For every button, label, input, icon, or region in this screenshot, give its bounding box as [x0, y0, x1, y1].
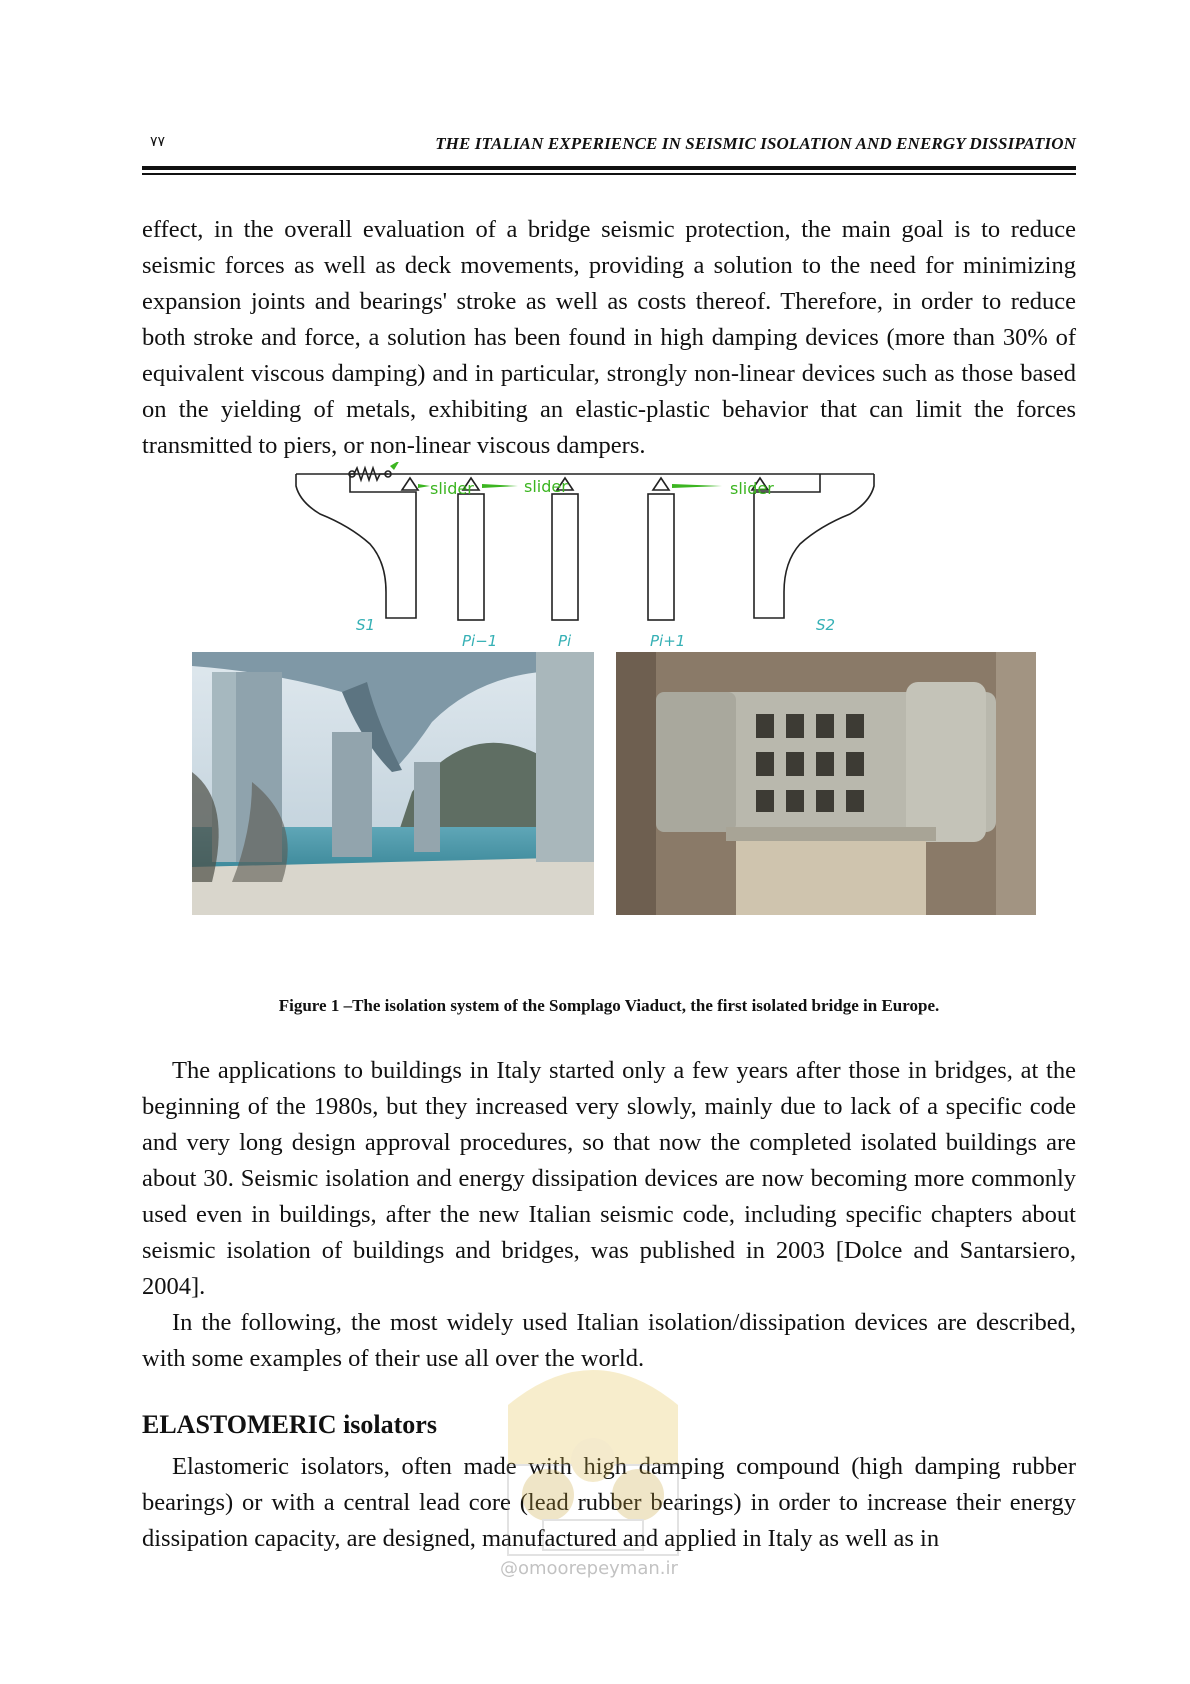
section-heading: ELASTOMERIC isolators [142, 1410, 437, 1439]
pier-pi-label: Pi [558, 632, 572, 650]
header-rule-thin [142, 173, 1076, 175]
watermark-text: @omoorepeyman.ir [500, 1558, 678, 1579]
bearing-pi-plus-1 [653, 478, 669, 490]
slider-label-1: slider [430, 479, 474, 498]
running-title: THE ITALIAN EXPERIENCE IN SEISMIC ISOLATION AND ENERGY DISSIPATION [435, 134, 1076, 153]
slider-arrow-2 [482, 484, 518, 488]
bearing-s1 [402, 478, 418, 490]
pier-pi [552, 494, 578, 620]
pier-pi-minus-1-label: Pi−1 [462, 632, 498, 650]
abutment-s2-label: S2 [816, 616, 836, 634]
pier-pi-plus-1-label: Pi+1 [650, 632, 686, 650]
bridge-isolation-diagram [290, 462, 930, 650]
abutment-s1-label: S1 [356, 616, 376, 634]
buffer-arrow [390, 462, 400, 470]
paragraph-following: In the following, the most widely used Italian isolation/dissipation devices are described, with some examples of their use all over the world. [142, 1309, 1076, 1372]
isolation-device-photo [616, 652, 1036, 915]
pier-pi-minus-1 [458, 494, 484, 620]
slider-arrow-1 [418, 484, 430, 488]
abutment-s1 [296, 474, 416, 618]
paragraph-buildings: The applications to buildings in Italy started only a few years after those in bridges, at the beginning of the 1980s, but they increased very slowly, mainly due to lack of a specific code and very long design approval procedures, so that now the completed isolated buildings are about 30. Seismic isolation and energy dissipation devices are now becoming more commonly used even in buildings, after the new Italian seismic code, including specific chapters about seismic isolation of buildings and bridges, was published in 2003 [Dolce and Santarsiero, 2004]. [142, 1057, 1076, 1300]
pier-pi-plus-1 [648, 494, 674, 620]
header-rule-thick [142, 166, 1076, 170]
paragraph-intro: effect, in the overall evaluation of a bridge seismic protection, the main goal is to reduce seismic forces as well as deck movements, providing a solution to the need for minimizing expansion joints and bearings' stroke as well as costs thereof. Therefore, in order to reduce both stroke and force, a solution has been found in high damping devices (more than 30% of equivalent viscous damping) and in particular, strongly non-linear devices such as those based on the yielding of metals, exhibiting an elastic-plastic behavior that can limit the forces transmitted to piers, or non-linear viscous dampers. [142, 216, 1076, 459]
page-header [142, 134, 1076, 156]
watermark-logo [488, 1345, 698, 1575]
figure-caption: Figure 1 –The isolation system of the Somplago Viaduct, the first isolated bridge in Europe. [278, 996, 940, 1015]
slider-label-3: slider [730, 479, 774, 498]
slider-label-2: slider [524, 477, 568, 496]
page-number: ۷۷ [150, 134, 166, 150]
slider-arrow-3 [672, 484, 722, 488]
viaduct-photo [192, 652, 594, 915]
paragraph-elastomeric: Elastomeric isolators, often made with high damping compound (high damping rubber bearings) or with a central lead core (lead rubber bearings) in order to increase their energy dissipation capacity, are designed, manufactured and applied in Italy as well as in [142, 1453, 1076, 1552]
